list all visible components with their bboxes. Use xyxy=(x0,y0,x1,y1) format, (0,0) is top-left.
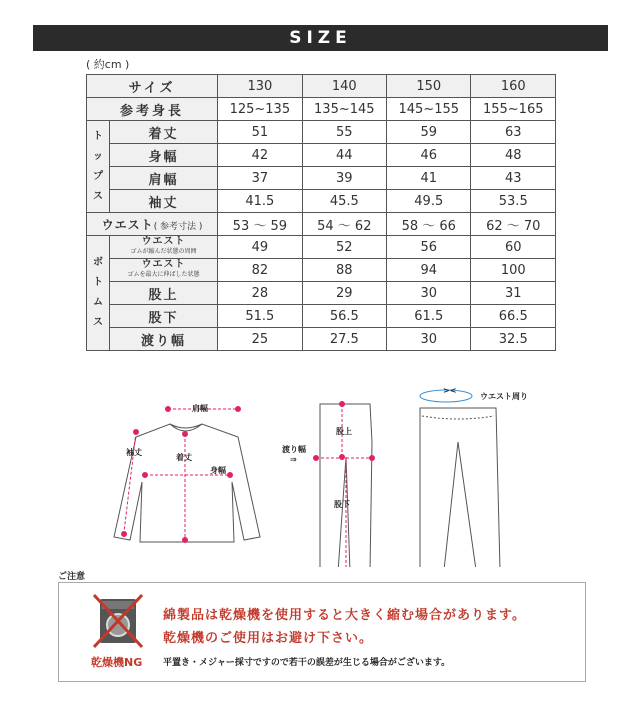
table-cell: 82 xyxy=(218,259,302,282)
row-label: ウエスト ゴムを最大に伸ばした状態 xyxy=(110,259,218,282)
diagram-label-waist: ウエスト周り xyxy=(480,392,528,401)
table-row xyxy=(87,190,556,213)
table-cell: 56.5 xyxy=(302,305,386,328)
table-row xyxy=(87,98,556,121)
table-cell: 49.5 xyxy=(387,190,471,213)
table-cell: 145~155 xyxy=(387,98,471,121)
bottoms-side-label: ボ ト ム ス xyxy=(87,236,110,351)
diagram-label-length: 着丈 xyxy=(176,453,192,462)
row-label: 袖丈 xyxy=(110,190,218,213)
size-banner: SIZE xyxy=(33,25,608,51)
table-cell: 45.5 xyxy=(302,190,386,213)
table-cell: 52 xyxy=(302,236,386,259)
tops-side-label: ト ッ プ ス xyxy=(87,121,110,213)
table-cell: 49 xyxy=(218,236,302,259)
table-cell: 46 xyxy=(387,144,471,167)
table-cell: 100 xyxy=(471,259,556,282)
diagram-label-inseam: 股下 xyxy=(334,500,350,509)
size-header-label: サイズ xyxy=(87,75,218,98)
table-cell: 25 xyxy=(218,328,302,351)
notice-title: ご注意 xyxy=(58,572,86,582)
size-header-cell: 140 xyxy=(302,75,386,98)
table-cell: 54 〜 62 xyxy=(302,213,386,236)
table-cell: 125~135 xyxy=(218,98,302,121)
row-label: ウエスト ゴムが縮んだ状態の周囲 xyxy=(110,236,218,259)
notice-line-3: 平置き・メジャー採寸ですので若干の誤差が生じる場合がございます。 xyxy=(163,658,451,668)
table-cell: 66.5 xyxy=(471,305,556,328)
table-cell: 43 xyxy=(471,167,556,190)
table-row xyxy=(87,282,556,305)
diagram-label-rise: 股上 xyxy=(336,427,352,436)
table-row xyxy=(87,75,556,98)
row-label: 渡り幅 xyxy=(110,328,218,351)
diagram-label-chest: 身幅 xyxy=(210,466,226,475)
size-header-cell: 150 xyxy=(387,75,471,98)
table-cell: 39 xyxy=(302,167,386,190)
table-cell: 59 xyxy=(387,121,471,144)
table-cell: 60 xyxy=(471,236,556,259)
diagram-label-thigh: 渡り幅 xyxy=(282,445,306,454)
table-cell: 94 xyxy=(387,259,471,282)
table-cell: 28 xyxy=(218,282,302,305)
table-cell: 42 xyxy=(218,144,302,167)
table-cell: 135~145 xyxy=(302,98,386,121)
table-row xyxy=(87,213,556,236)
table-cell: 55 xyxy=(302,121,386,144)
waist-arrow-icon: >< xyxy=(443,386,457,395)
table-cell: 51.5 xyxy=(218,305,302,328)
pants-front-illustration xyxy=(420,408,500,567)
size-table xyxy=(86,74,556,351)
table-cell: 30 xyxy=(387,328,471,351)
notice-box xyxy=(58,582,586,682)
arrow-right-icon: ⇒ xyxy=(290,455,297,464)
unit-label: ( 約cm ) xyxy=(86,58,130,71)
row-label: 身幅 xyxy=(110,144,218,167)
table-row xyxy=(87,236,556,259)
table-cell: 31 xyxy=(471,282,556,305)
table-cell: 30 xyxy=(387,282,471,305)
size-header-cell: 130 xyxy=(218,75,302,98)
size-header-cell: 160 xyxy=(471,75,556,98)
table-cell: 62 〜 70 xyxy=(471,213,556,236)
no-dryer-label: 乾燥機NG xyxy=(91,656,143,669)
no-dryer-icon xyxy=(90,591,146,651)
notice-line-2: 乾燥機のご使用はお避け下さい。 xyxy=(163,631,374,646)
measurement-diagram xyxy=(110,382,570,567)
table-cell: 58 〜 66 xyxy=(387,213,471,236)
row-label: 肩幅 xyxy=(110,167,218,190)
table-cell: 32.5 xyxy=(471,328,556,351)
table-cell: 88 xyxy=(302,259,386,282)
table-row xyxy=(87,259,556,282)
table-cell: 53.5 xyxy=(471,190,556,213)
table-cell: 56 xyxy=(387,236,471,259)
table-row xyxy=(87,144,556,167)
table-cell: 51 xyxy=(218,121,302,144)
diagram-label-sleeve: 袖丈 xyxy=(126,448,142,457)
table-cell: 41 xyxy=(387,167,471,190)
row-label: 着丈 xyxy=(110,121,218,144)
table-row xyxy=(87,328,556,351)
table-cell: 48 xyxy=(471,144,556,167)
table-cell: 155~165 xyxy=(471,98,556,121)
table-cell: 63 xyxy=(471,121,556,144)
table-cell: 53 〜 59 xyxy=(218,213,302,236)
diagram-label-shoulder: 肩幅 xyxy=(192,404,208,413)
table-cell: 27.5 xyxy=(302,328,386,351)
table-cell: 41.5 xyxy=(218,190,302,213)
row-label: 股下 xyxy=(110,305,218,328)
row-label: 股上 xyxy=(110,282,218,305)
height-label: 参考身長 xyxy=(87,98,218,121)
waist-ref-label: ウエスト( 参考寸法 ) xyxy=(87,213,218,236)
table-row xyxy=(87,305,556,328)
table-cell: 29 xyxy=(302,282,386,305)
table-row xyxy=(87,167,556,190)
table-row xyxy=(87,121,556,144)
table-cell: 61.5 xyxy=(387,305,471,328)
shirt-illustration xyxy=(114,424,260,542)
table-cell: 44 xyxy=(302,144,386,167)
table-cell: 37 xyxy=(218,167,302,190)
notice-line-1: 綿製品は乾燥機を使用すると大きく縮む場合があります。 xyxy=(163,608,526,623)
